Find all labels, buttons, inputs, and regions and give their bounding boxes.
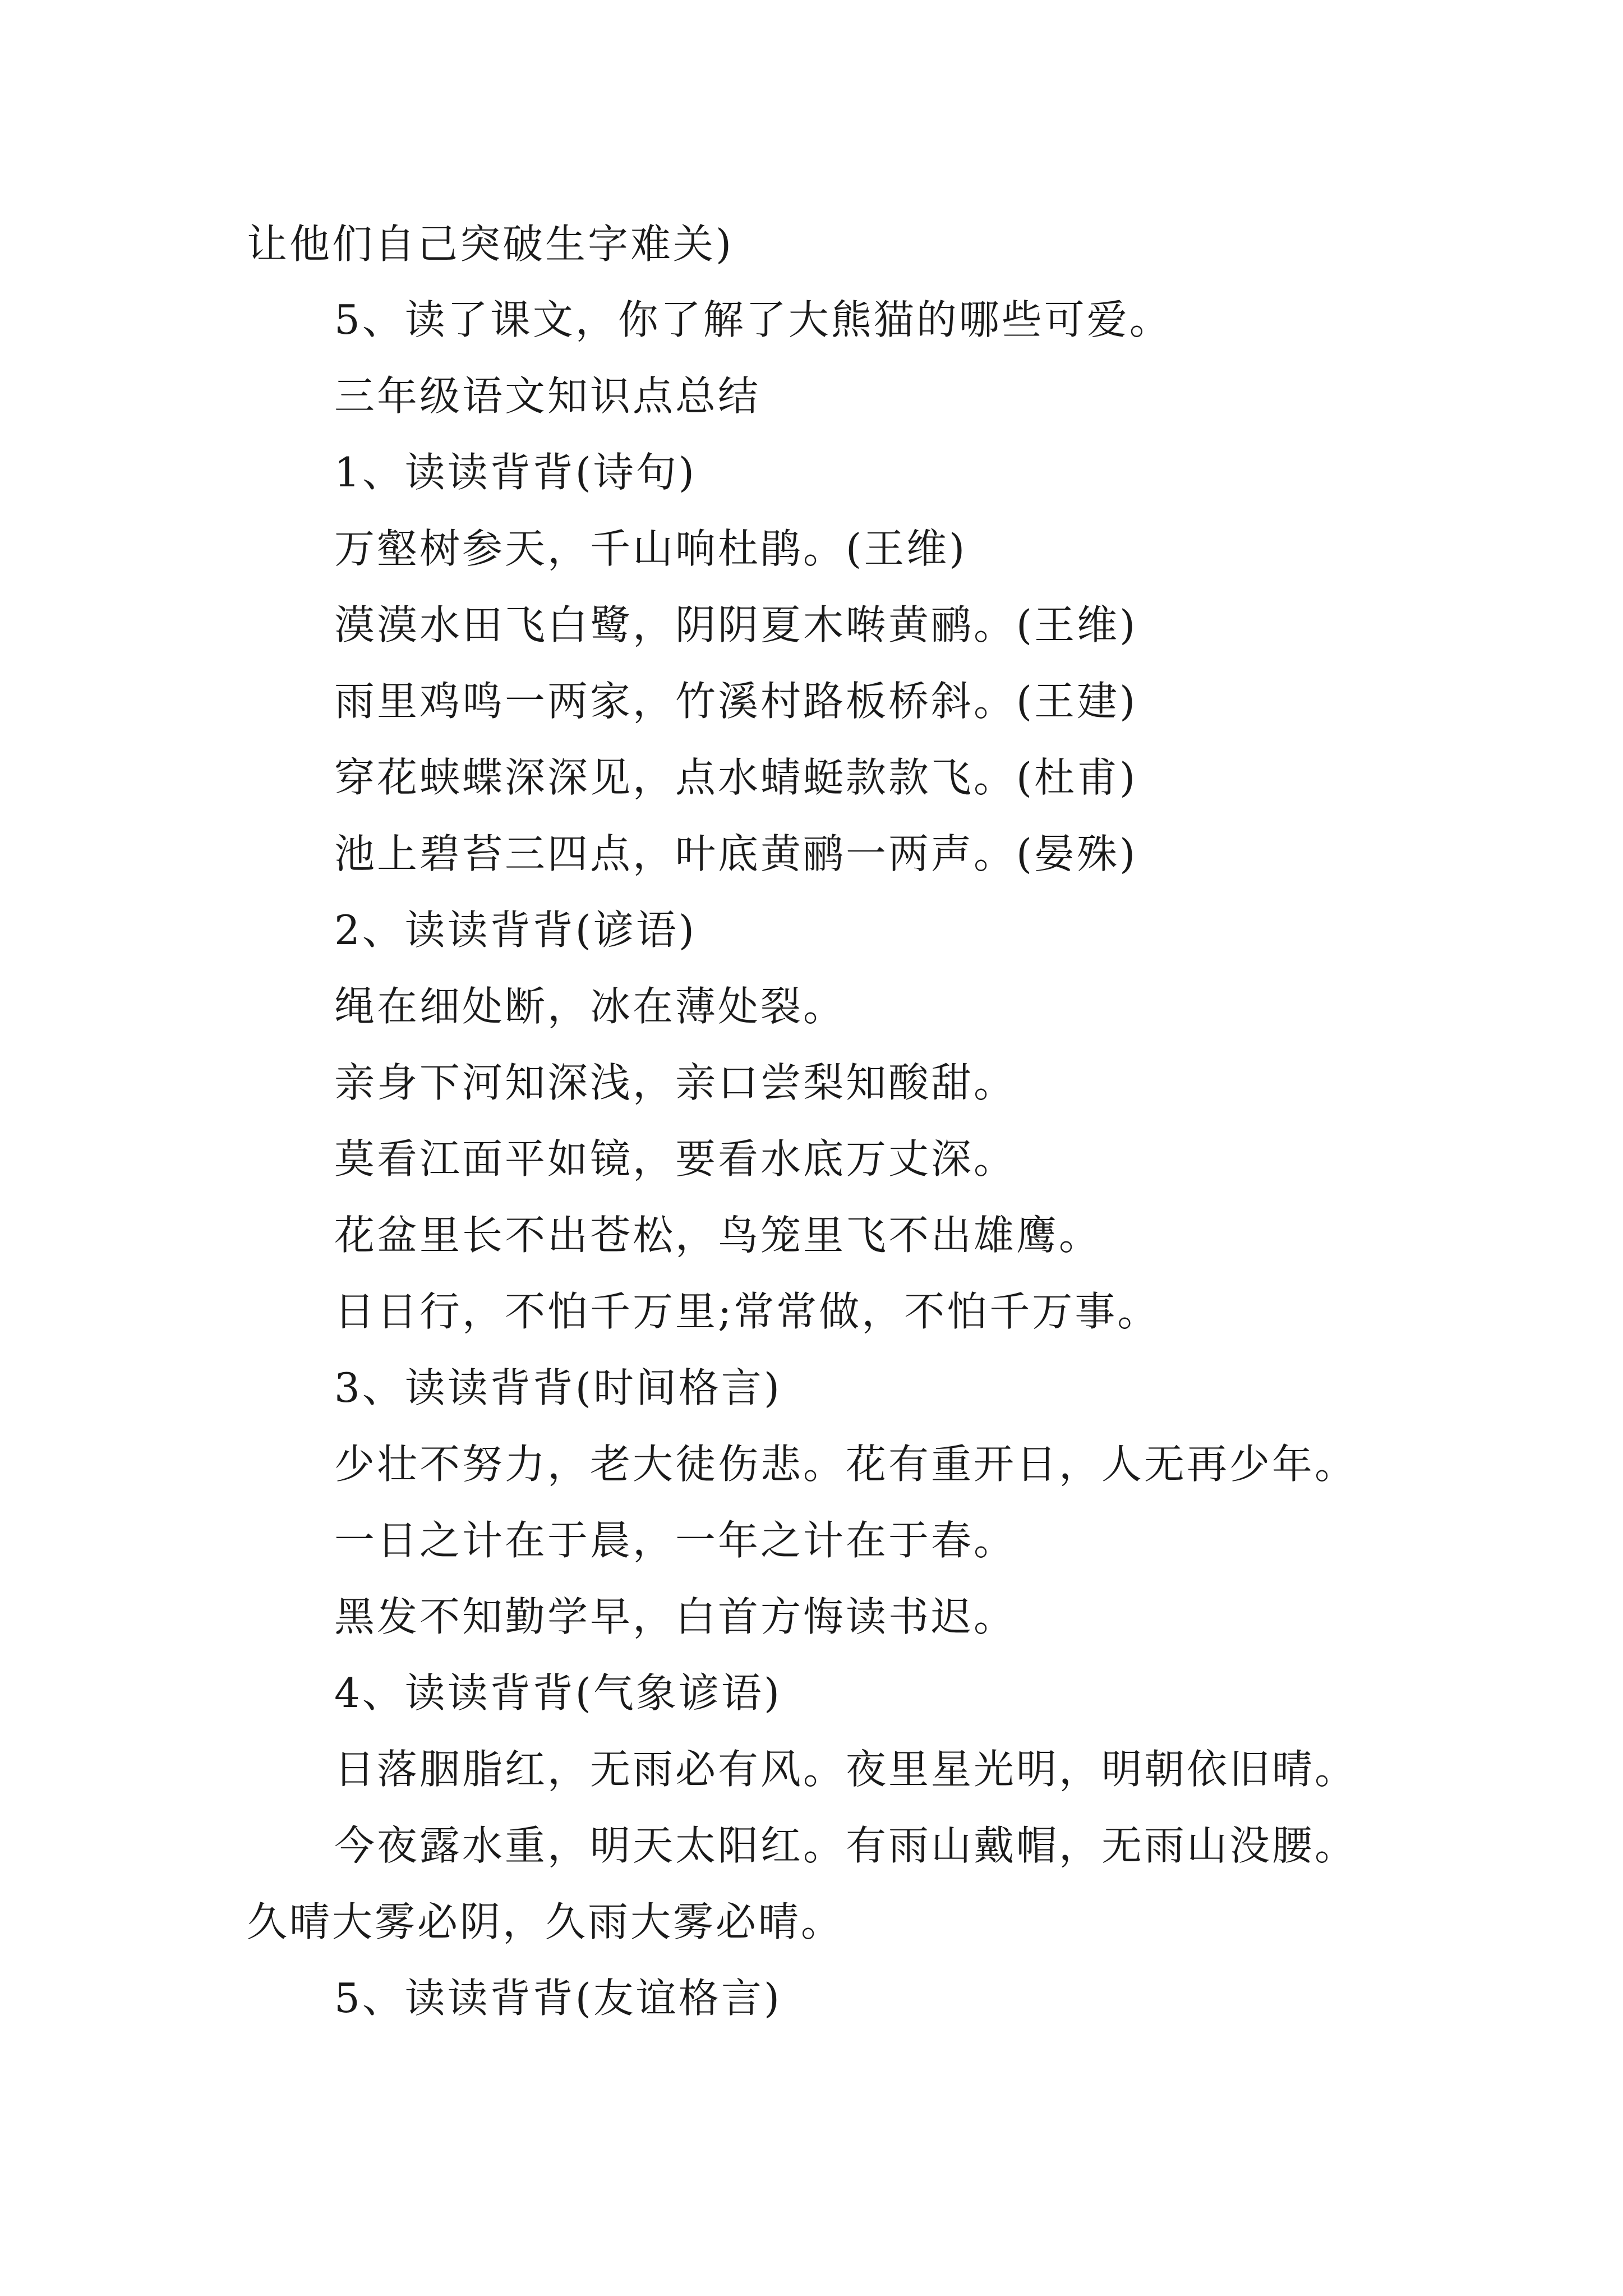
proverb-line-1: 绳在细处断，冰在薄处裂。 (334, 983, 846, 1030)
proverb-line-2: 亲身下河知深浅，亲口尝梨知酸甜。 (334, 1059, 1017, 1106)
time-motto-line-2: 一日之计在于晨，一年之计在于春。 (334, 1517, 1017, 1564)
poem-line-1: 万壑树参天，千山响杜鹃。(王维) (334, 525, 967, 572)
section-heading-weather-proverbs: 4、读读背背(气象谚语) (334, 1669, 782, 1717)
proverb-line-5: 日日行，不怕千万里;常常做，不怕千万事。 (334, 1288, 1160, 1335)
section-heading-summary: 三年级语文知识点总结 (334, 372, 761, 420)
section-heading-time-mottos: 3、读读背背(时间格言) (334, 1364, 782, 1411)
section-heading-proverbs: 2、读读背背(谚语) (334, 907, 697, 954)
poem-line-2: 漠漠水田飞白鹭，阴阴夏木啭黄鹂。(王维) (334, 601, 1138, 648)
weather-proverb-line-1: 日落胭脂红，无雨必有风。夜里星光明，明朝依旧晴。 (334, 1746, 1358, 1793)
time-motto-line-3: 黑发不知勤学早，白首方悔读书迟。 (334, 1593, 1017, 1640)
poem-line-5: 池上碧苔三四点，叶底黄鹂一两声。(晏殊) (334, 830, 1138, 877)
section-heading-friendship-mottos: 5、读读背背(友谊格言) (334, 1975, 782, 2022)
proverb-line-4: 花盆里长不出苍松，鸟笼里飞不出雄鹰。 (334, 1212, 1102, 1259)
poem-line-3: 雨里鸡鸣一两家，竹溪村路板桥斜。(王建) (334, 678, 1138, 725)
proverb-line-3: 莫看江面平如镜，要看水底万丈深。 (334, 1135, 1017, 1182)
poem-line-4: 穿花蛱蝶深深见，点水蜻蜓款款飞。(杜甫) (334, 754, 1138, 801)
weather-proverb-line-3: 久晴大雾必阴，久雨大雾必晴。 (247, 1898, 844, 1945)
weather-proverb-line-2: 今夜露水重，明天太阳红。有雨山戴帽，无雨山没腰。 (334, 1822, 1358, 1869)
section-heading-poems: 1、读读背背(诗句) (334, 449, 697, 496)
text-line-2: 5、读了课文，你了解了大熊猫的哪些可爱。 (334, 296, 1172, 343)
time-motto-line-1: 少壮不努力，老大徒伤悲。花有重开日，人无再少年。 (334, 1441, 1358, 1488)
text-line-1: 让他们自己突破生字难关) (247, 220, 734, 268)
